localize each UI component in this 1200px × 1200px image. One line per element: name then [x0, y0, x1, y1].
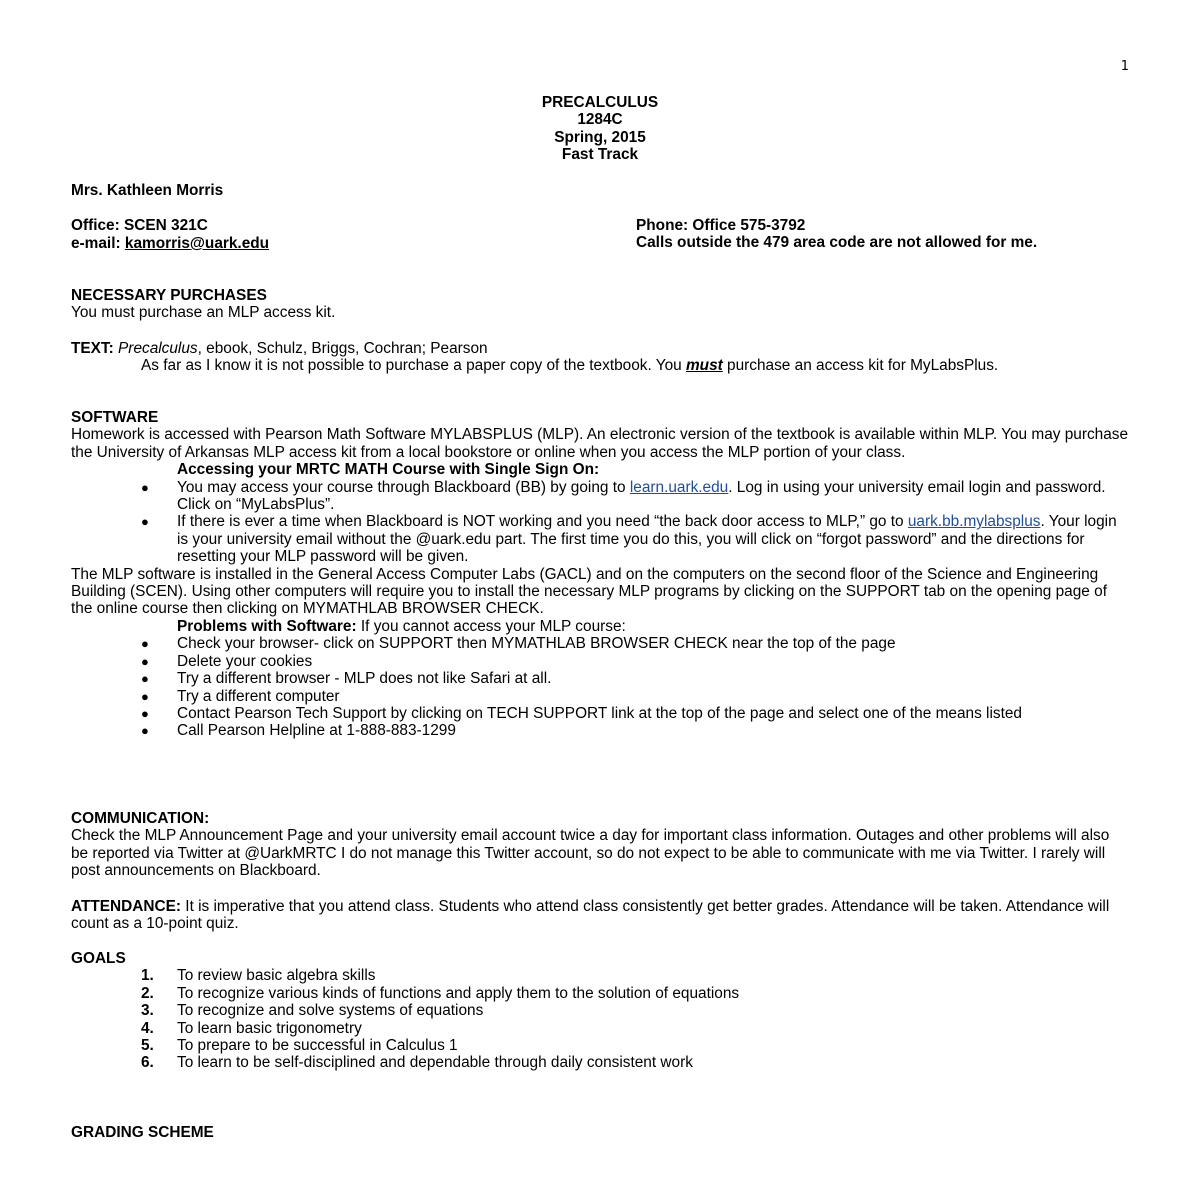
list-item: ● Delete your cookies: [141, 652, 313, 670]
attendance-label: ATTENDANCE:: [71, 898, 182, 915]
purchases-text: You must purchase an MLP access kit.: [71, 304, 336, 322]
goal-number: 5.: [141, 1037, 154, 1055]
goal-text: To learn basic trigonometry: [177, 1019, 362, 1037]
phone-block: [636, 217, 1116, 252]
list-item: ● If there is ever a time when Blackboard is NOT working and you need “the back door access to MLP,” go to uark.bb.mylabsplus. Your login is your university email without the @uark.edu part. The first time you do this, you will click on “forgot password” and the directions for resetting your MLP password will be given.: [141, 513, 1117, 566]
access-heading: Accessing your MRTC MATH Course with Single Sign On:: [177, 461, 600, 479]
must-emphasis: must: [685, 357, 723, 375]
communication-heading: COMMUNICATION:: [71, 810, 210, 827]
list-item: ● Call Pearson Helpline at 1-888-883-1299: [141, 722, 456, 740]
access-list: [71, 479, 1129, 566]
grading-heading: GRADING SCHEME: [71, 1124, 214, 1141]
goal-text: To learn to be self-disciplined and dependable through daily consistent work: [177, 1054, 693, 1072]
text-label: TEXT:: [71, 340, 114, 357]
bullet-icon: ●: [141, 653, 149, 669]
attendance-text: It is imperative that you attend class. Students who attend class consistently get better grades. Attendance will be taken. Attendance will count as a 10-point quiz.: [71, 898, 1110, 933]
problems-label: Problems with Software:: [177, 617, 357, 635]
goal-number: 3.: [141, 1002, 154, 1020]
list-item: ● You may access your course through Blackboard (BB) by going to learn.uark.edu. Log in using your university email login and password. Click on “MyLabsPlus”.: [141, 478, 1106, 514]
course-track: Fast Track: [561, 146, 639, 164]
document-title: [0, 94, 1200, 164]
list-item: ● Contact Pearson Tech Support by clicking on TECH SUPPORT link at the top of the page and select one of the means listed: [141, 704, 1022, 722]
bullet-icon: ●: [141, 636, 149, 652]
book-details: , ebook, Schulz, Briggs, Cochran; Pearson: [197, 340, 488, 357]
goal-item: [71, 1020, 1129, 1037]
goal-item: [71, 1002, 1129, 1019]
phone-line: Phone: Office 575-3792: [636, 217, 806, 234]
list-item: ● Try a different computer: [141, 687, 340, 705]
text-paragraph: As far as I know it is not possible to purchase a paper copy of the textbook. You must purchase an access kit for MyLabsPlus.: [141, 357, 999, 375]
goal-text: To review basic algebra skills: [177, 967, 376, 985]
bullet-icon: ●: [141, 705, 149, 721]
goal-item: [71, 967, 1129, 984]
goal-text: To recognize and solve systems of equations: [177, 1002, 484, 1020]
bullet-icon: ●: [141, 514, 149, 530]
page-number: 1: [1120, 59, 1129, 74]
text-line: [71, 340, 1129, 357]
goals-heading: GOALS: [71, 950, 126, 967]
bullet-icon: ●: [141, 671, 149, 687]
course-name: PRECALCULUS: [541, 94, 659, 111]
goal-text: To prepare to be successful in Calculus 1: [177, 1037, 458, 1055]
instructor-name: Mrs. Kathleen Morris: [71, 182, 224, 199]
problems-line: Problems with Software: If you cannot access your MLP course:: [177, 617, 626, 635]
goal-item: [71, 1037, 1129, 1054]
mylabsplus-link[interactable]: uark.bb.mylabsplus: [907, 513, 1041, 531]
list-item: ● Check your browser- click on SUPPORT then MYMATHLAB BROWSER CHECK near the top of the page: [141, 635, 896, 653]
goal-number: 4.: [141, 1019, 154, 1037]
purchases-heading: NECESSARY PURCHASES: [71, 287, 267, 304]
purchases-section: [71, 287, 1129, 322]
book-title: Precalculus: [118, 340, 198, 357]
goals-section: [71, 950, 1129, 1072]
attendance-section: [71, 898, 1129, 933]
bullet-icon: ●: [141, 479, 149, 495]
labs-paragraph: The MLP software is installed in the General Access Computer Labs (GACL) and on the computers on the second floor of the Science and Engineering Building (SCEN). Using other computers will require you to install the necessary MLP programs by clicking on the SUPPORT tab on the opening page of the online course then clicking on MYMATHLAB BROWSER CHECK.: [71, 565, 1107, 618]
goal-number: 6.: [141, 1054, 154, 1072]
software-section: [71, 409, 1129, 740]
text-section: [71, 340, 1129, 375]
goal-number: 2.: [141, 984, 154, 1002]
goals-list: [71, 967, 1129, 1071]
goal-number: 1.: [141, 967, 154, 985]
bullet-icon: ●: [141, 688, 149, 704]
communication-text: Check the MLP Announcement Page and your university email account twice a day for important class information. Outages and other problems will also be reported via Twitter at @UarkMRTC I do not manage this Twitter account, so do not expect to be able to communicate with me via Twitter. I rarely will post announcements on Blackboard.: [71, 827, 1110, 880]
learn-uark-link[interactable]: learn.uark.edu: [629, 478, 729, 496]
goal-item: [71, 985, 1129, 1002]
email-link[interactable]: kamorris@uark.edu: [124, 235, 270, 252]
goal-item: [71, 1054, 1129, 1071]
calls-note: Calls outside the 479 area code are not allowed for me.: [636, 234, 1038, 252]
course-number: 1284C: [577, 111, 623, 129]
office-line: Office: SCEN 321C: [71, 217, 208, 234]
course-term: Spring, 2015: [554, 128, 646, 146]
software-heading: SOFTWARE: [71, 409, 159, 426]
problems-list: [71, 635, 1129, 739]
software-intro: Homework is accessed with Pearson Math Software MYLABSPLUS (MLP). An electronic version of the textbook is available within MLP. You may purchase the University of Arkansas MLP access kit from a local bookstore or online when you access the MLP portion of your class.: [71, 426, 1129, 461]
email-label: e-mail:: [71, 235, 125, 252]
goal-text: To recognize various kinds of functions and apply them to the solution of equations: [177, 984, 740, 1002]
bullet-icon: ●: [141, 723, 149, 739]
list-item: ● Try a different browser - MLP does not like Safari at all.: [141, 670, 552, 688]
communication-section: [71, 810, 1129, 880]
